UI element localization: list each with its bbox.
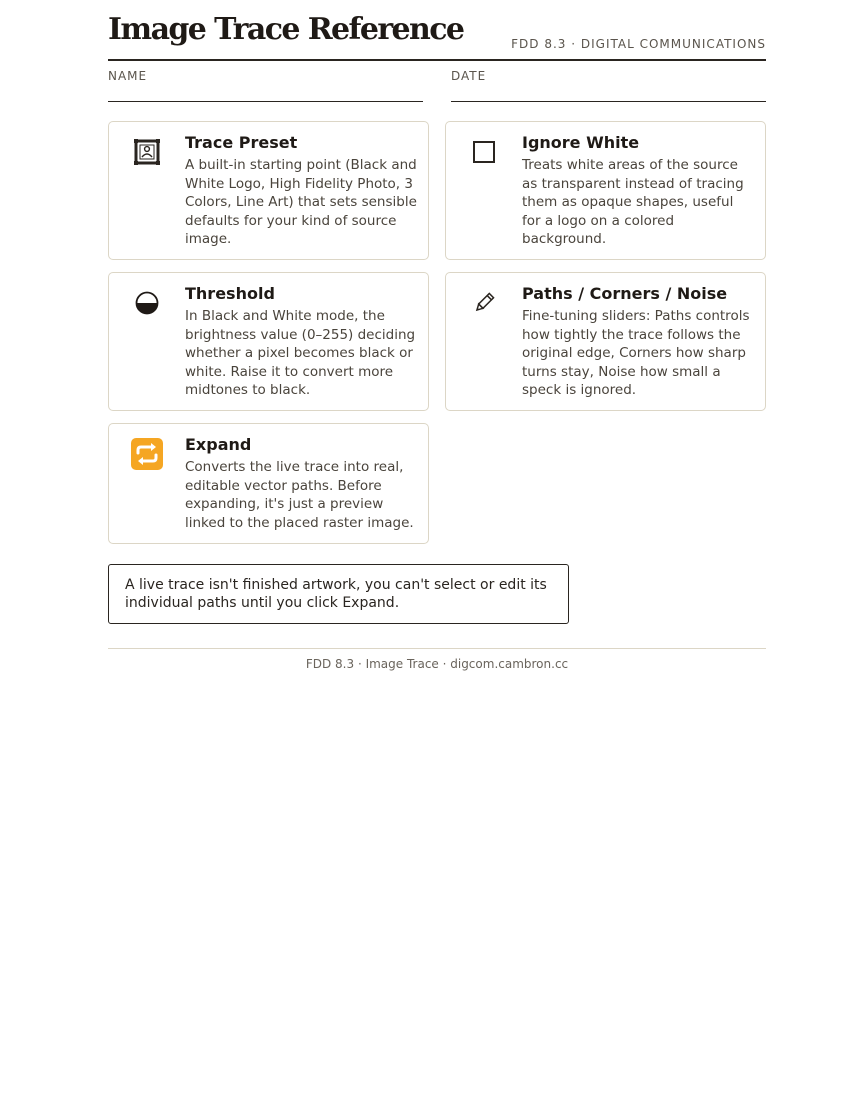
card-description: Treats white areas of the source as transparent instead of tracing them as opaque shapes, useful for a logo on a colored background. xyxy=(522,157,744,247)
empty-square-icon xyxy=(466,134,502,170)
page-footer: FDD 8.3 · Image Trace · digcom.cambron.cc xyxy=(108,648,766,671)
name-field-label: NAME xyxy=(108,69,148,83)
date-field-label: DATE xyxy=(451,69,487,83)
card-expand xyxy=(108,423,429,544)
name-field[interactable] xyxy=(108,61,423,102)
repeat-arrows-icon xyxy=(129,436,165,472)
card-description: In Black and White mode, the brightness value (0–255) deciding whether a pixel becomes black or white. Raise it to convert more midtones to black. xyxy=(185,308,416,398)
card-description: A built-in starting point (Black and White Logo, High Fidelity Photo, 3 Colors, Line Art) that sets sensible defaults for your kind of source image. xyxy=(185,157,417,247)
card-description: Converts the live trace into real, editable vector paths. Before expanding, it's just a preview linked to the placed raster image. xyxy=(185,459,414,531)
card-title: Expand xyxy=(185,435,252,454)
pencil-icon xyxy=(466,285,502,321)
date-field[interactable] xyxy=(451,61,766,102)
card-title: Paths / Corners / Noise xyxy=(522,284,728,303)
card-threshold xyxy=(108,272,429,411)
card-ignore-white xyxy=(445,121,766,260)
page-subtitle: FDD 8.3 · DIGITAL COMMUNICATIONS xyxy=(511,37,766,51)
card-trace-preset xyxy=(108,121,429,260)
reference-sheet xyxy=(108,0,766,121)
half-circle-icon xyxy=(129,285,165,321)
card-title: Threshold xyxy=(185,284,275,303)
card-title: Trace Preset xyxy=(185,133,298,152)
callout-note: A live trace isn't finished artwork, you can't select or edit its individual paths until you click Expand. xyxy=(108,564,569,624)
framed-picture-icon xyxy=(129,134,165,170)
page-title: Image Trace Reference xyxy=(108,12,464,47)
card-title: Ignore White xyxy=(522,133,640,152)
card-paths-corners-noise xyxy=(445,272,766,411)
form-fields xyxy=(108,61,766,121)
header xyxy=(108,0,766,61)
card-description: Fine-tuning sliders: Paths controls how tightly the trace follows the original edge, Corners how sharp turns stay, Noise how small a speck is ignored. xyxy=(522,308,750,398)
